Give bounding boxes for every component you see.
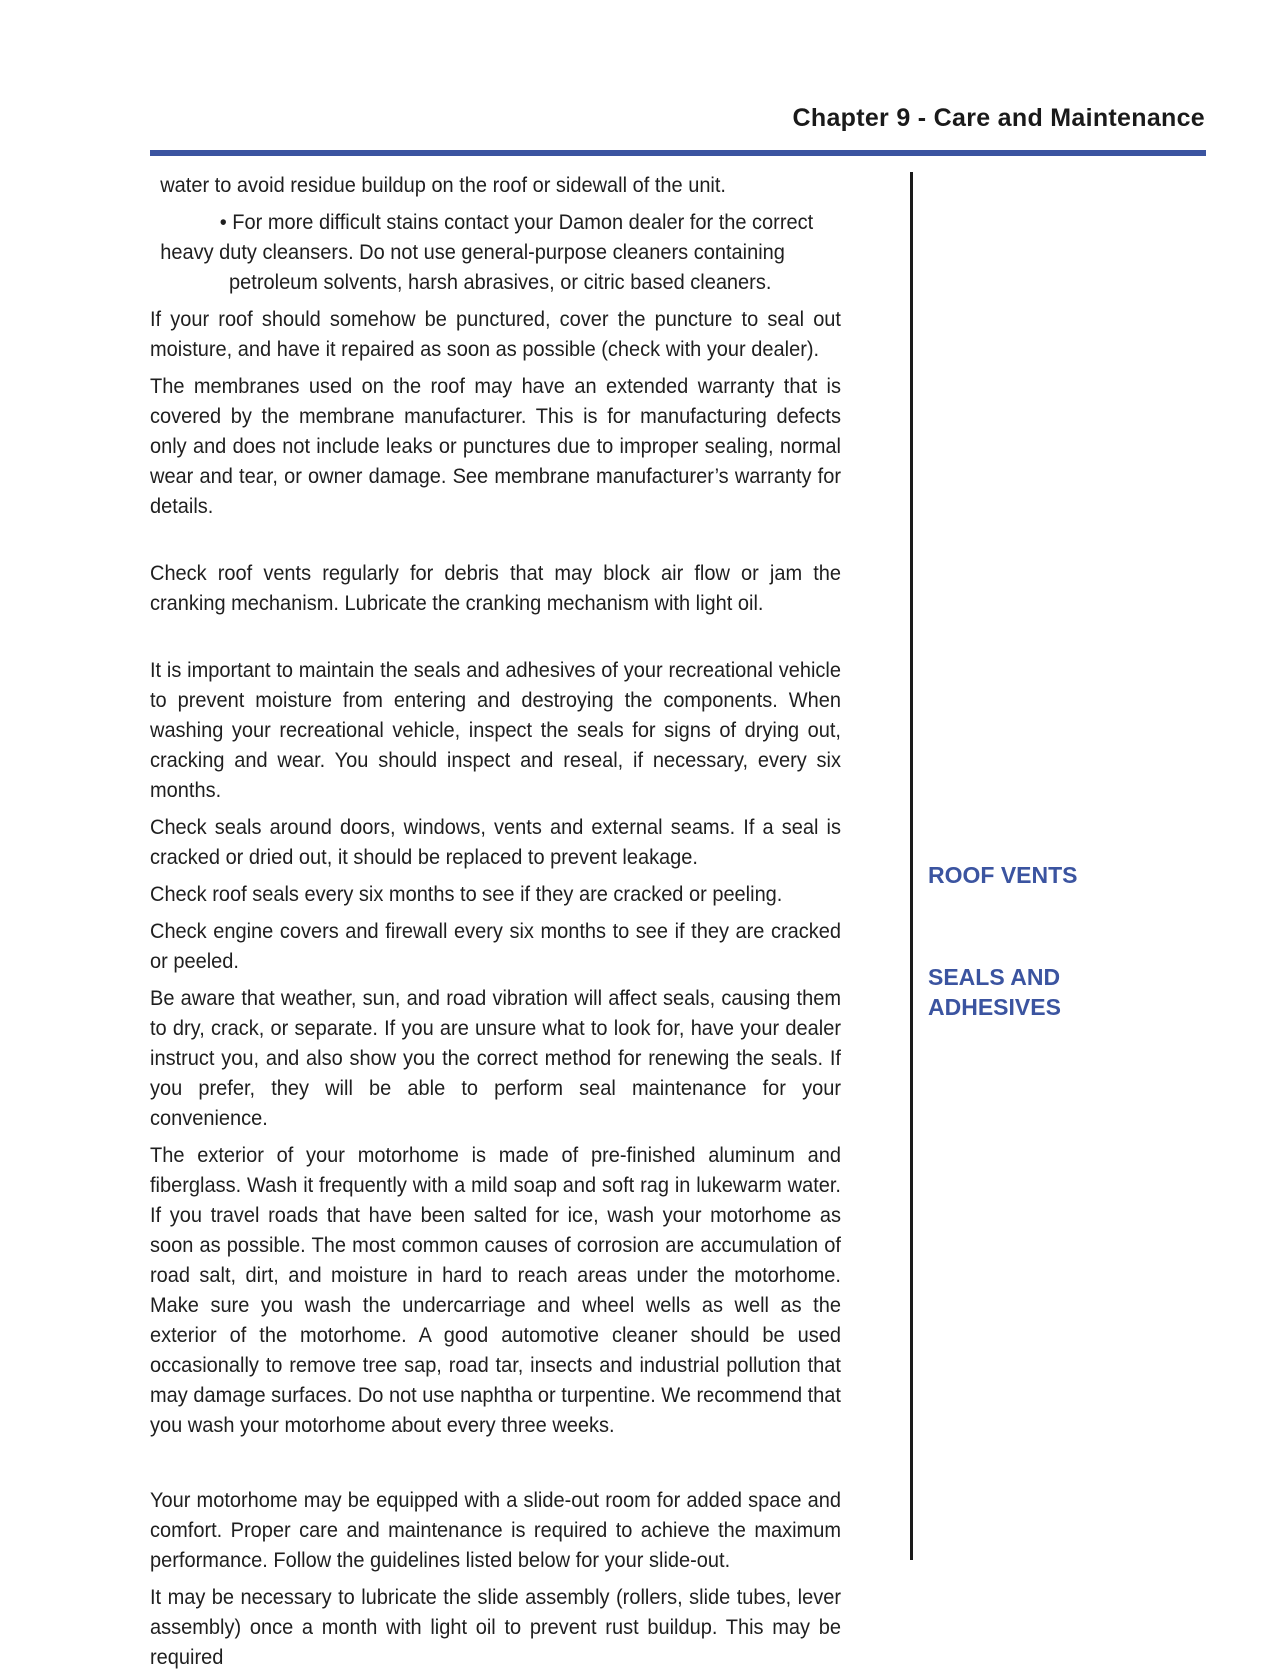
paragraph-slide-out: Your motorhome may be equipped with a slide-out room for added space and comfort. Proper care and maintenance is required to achieve the maximum performance. Follow the guidelines listed below for your slide-out.	[150, 1488, 841, 1572]
paragraph-residue: water to avoid residue buildup on the roof or sidewall of the unit.	[160, 173, 726, 197]
chapter-title: Chapter 9 - Care and Maintenance	[792, 104, 1205, 132]
bullet-line: • For more difficult stains contact your Damon dealer for the correct	[219, 210, 814, 234]
paragraph-roof-seals: Check roof seals every six months to see if they are cracked or peeling.	[150, 882, 783, 906]
paragraph-seals-intro: It is important to maintain the seals and adhesives of your recreational vehicle to prevent moisture from entering and destroying the components. When washing your recreational vehicle, inspect the seals for signs of drying out, cracking and wear. You should inspect and reseal, if necessary, every six months.	[150, 658, 841, 802]
bullet-line: heavy duty cleansers. Do not use general-purpose cleaners containing	[160, 240, 785, 264]
header-rule	[150, 150, 1206, 156]
bullet-line: petroleum solvents, harsh abrasives, or citric based cleaners.	[229, 270, 772, 294]
paragraph-weather: Be aware that weather, sun, and road vibration will affect seals, causing them to dry, crack, or separate. If you are unsure what to look for, have your dealer instruct you, and also show you the correct method for renewing the seals. If you prefer, they will be able to perform seal maintenance for your convenience.	[150, 986, 841, 1130]
bullet-difficult-stains	[150, 207, 841, 297]
paragraph-roof-vents: Check roof vents regularly for debris that may block air flow or jam the cranking mechanism. Lubricate the cranking mechanism with light oil.	[150, 561, 841, 615]
sidebar-heading-roof-vents: ROOF VENTS	[928, 862, 1078, 888]
paragraph-slide-lubricate: It may be necessary to lubricate the slide assembly (rollers, slide tubes, lever assembly) once a month with light oil to prevent rust buildup. This may be required	[150, 1585, 841, 1669]
sidebar-heading-seals-adhesives: SEALS AND ADHESIVES	[928, 964, 1061, 1020]
paragraph-roof-puncture: If your roof should somehow be punctured, cover the puncture to seal out moisture, and have it repaired as soon as possible (check with your dealer).	[150, 307, 841, 361]
paragraph-check-seals: Check seals around doors, windows, vents and external seams. If a seal is cracked or dried out, it should be replaced to prevent leakage.	[150, 815, 841, 869]
paragraph-membrane-warranty: The membranes used on the roof may have an extended warranty that is covered by the membrane manufacturer. This is for manufacturing defects only and does not include leaks or punctures due to improper sealing, normal wear and tear, or owner damage. See membrane manufacturer’s warranty for details.	[150, 374, 841, 518]
paragraph-engine-covers: Check engine covers and firewall every six months to see if they are cracked or peeled.	[150, 919, 841, 973]
main-column	[150, 170, 841, 1679]
column-divider	[910, 172, 913, 1560]
paragraph-exterior: The exterior of your motorhome is made of pre-finished aluminum and fiberglass. Wash it frequently with a mild soap and soft rag in lukewarm water. If you travel roads that have been salted for ice, wash your motorhome as soon as possible. The most common causes of corrosion are accumulation of road salt, dirt, and moisture in hard to reach areas under the motorhome. Make sure you wash the undercarriage and wheel wells as well as the exterior of the motorhome. A good automotive cleaner should be used occasionally to remove tree sap, road tar, insects and industrial pollution that may damage surfaces. Do not use naphtha or turpentine. We recommend that you wash your motorhome about every three weeks.	[150, 1143, 841, 1437]
